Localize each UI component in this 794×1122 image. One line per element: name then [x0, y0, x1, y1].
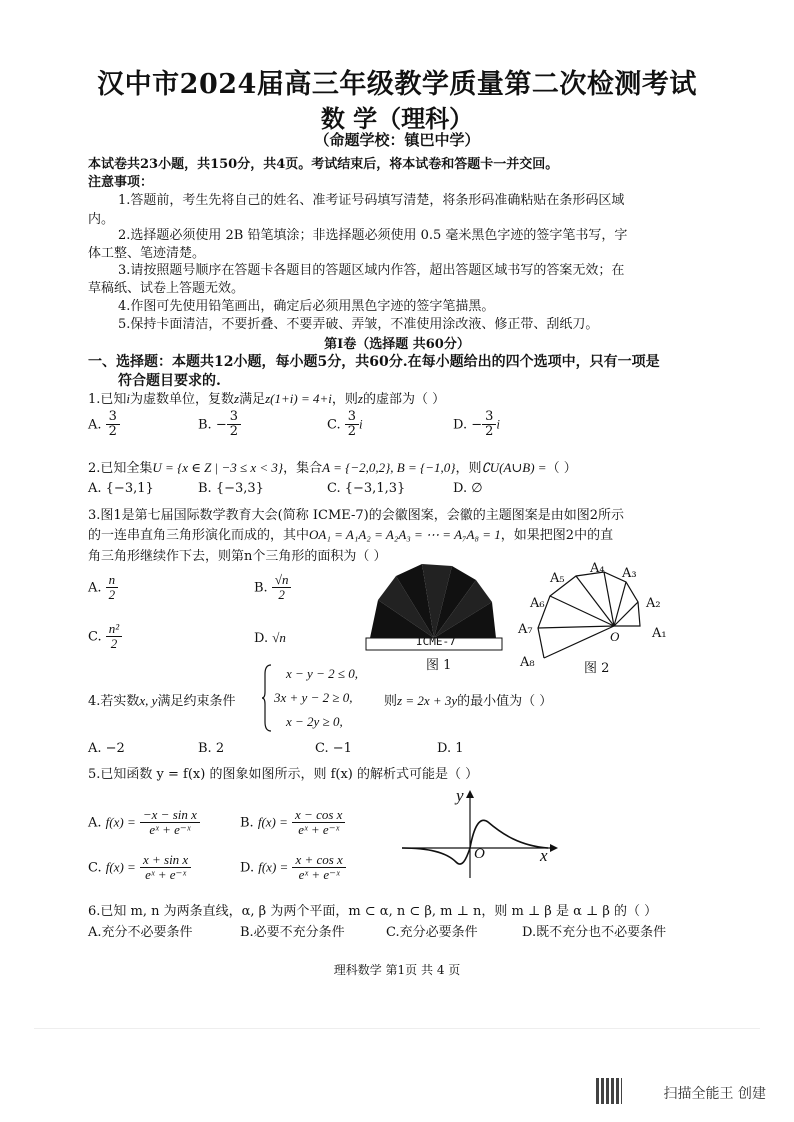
point-a6-label: A₆: [530, 596, 545, 611]
notice-label: 注意事项：: [88, 175, 154, 190]
q5-option-b: B. f(x) = $\frac{\text{x − cos x}}{\text{eˣ + e⁻ˣ}}$: [240, 808, 345, 838]
q2-option-b: B. {−3,3}: [198, 481, 264, 496]
qr-code-icon: [596, 1078, 622, 1104]
q4-option-d: D. 1: [437, 741, 464, 756]
y-axis-arrow: [466, 790, 474, 798]
q1-option-a: A. $\frac{3}{2}$: [88, 410, 120, 440]
point-a8-label: A₈: [520, 655, 535, 670]
q2-option-c: C. {−3,1,3}: [327, 481, 406, 496]
q5-option-d: D. f(x) = $\frac{\text{x + cos x}}{\text{eˣ + e⁻ˣ}}$: [240, 853, 346, 883]
q3-option-b: B. $\frac{√n}{2}$: [254, 573, 291, 603]
function-graph: [398, 786, 562, 882]
spoke-8: [544, 626, 614, 658]
constraint-brace: [262, 664, 272, 732]
note-line-3: 2.选择题必须使用 2B 铅笔填涂；非选择题必须使用 0.5 毫米黑色字迹的签字笔书写，字: [118, 228, 628, 243]
q5-option-a: A. f(x) = $\frac{\text{−x − sin x}}{\text{eˣ + e⁻ˣ}}$: [88, 808, 200, 838]
q1-option-b: B. − $\frac{3}{2}$: [198, 410, 241, 440]
icme7-label: ICME-7: [416, 635, 456, 648]
question-5-stem: 5.已知函数 y = f(x) 的图象如图所示，则 f(x) 的解析式可能是（ ）: [88, 767, 479, 782]
q1-option-c: C. $\frac{3}{2}$ i: [327, 409, 363, 440]
note-line-6: 草稿纸、试卷上答题无效。: [88, 281, 245, 296]
page-divider: [34, 1028, 760, 1029]
figure-2-caption: 图 2: [584, 661, 610, 676]
spoke-4: [604, 572, 614, 626]
point-a3-label: A₃: [622, 566, 637, 581]
question-4-stem-b: 则z = 2x + 3y的最小值为（ ）: [384, 693, 553, 709]
q3-option-c: C. $\frac{\text{n²}}{2}$: [88, 622, 122, 652]
q6-option-a: A.充分不必要条件: [88, 925, 193, 940]
q6-option-b: B.必要不充分条件: [240, 925, 345, 940]
question-6-stem: 6.已知 m, n 为两条直线，α, β 为两个平面，m ⊂ α, n ⊂ β, m ⊥ n，则 m ⊥ β 是 α ⊥ β 的（ ）: [88, 904, 658, 919]
scanner-watermark: 扫描全能王 创建: [663, 1086, 766, 1102]
question-3-line-1: 3.图1是第七届国际数学教育大会(简称 ICME-7)的会徽图案，会徽的主题图案是由如图2所示: [88, 508, 625, 523]
spoke-5: [576, 576, 614, 626]
q6-option-c: C.充分必要条件: [386, 925, 478, 940]
question-3-line-2: 的一连串直角三角形演化而成的，其中OA₁ = A₁A₂ = A₂A₃ = ⋯ = A₇A₈ = 1，如果把图2中的直: [88, 527, 614, 543]
y-axis-label: y: [456, 786, 464, 805]
volume-heading: 第Ⅰ卷（选择题 共60分）: [324, 337, 470, 352]
note-line-2: 内。: [88, 212, 115, 227]
note-line-7: 4.作图可先使用铅笔画出，确定后必须用黑色字迹的签字笔描黑。: [118, 299, 495, 314]
school-note: （命题学校：镇巴中学）: [314, 131, 480, 149]
figure-1-caption: 图 1: [426, 658, 452, 673]
point-o-label: O: [610, 629, 620, 644]
point-a5-label: A₅: [550, 571, 565, 586]
point-a7-label: A₇: [518, 622, 533, 637]
q4-option-b: B. 2: [198, 741, 225, 756]
point-a2-label: A₂: [646, 596, 661, 611]
q4-option-a: A. −2: [88, 741, 125, 756]
section-heading-2: 符合题目要求的.: [118, 373, 221, 389]
constraint-3: x − 2y ≥ 0,: [286, 714, 343, 729]
question-2-stem: 2.已知全集U = {x ∈ Z | −3 ≤ x < 3}，集合A = {−2,0,2}, B = {−1,0}，则∁U(A∪B) =（ ）: [88, 460, 577, 476]
exam-intro: 本试卷共23小题，共150分，共4页。考试结束后，将本试卷和答题卡一并交回。: [88, 157, 559, 172]
point-a4-label: A₄: [590, 561, 605, 576]
x-axis-label: x: [540, 846, 548, 865]
spoke-6: [550, 596, 614, 626]
q3-option-d: D. √n: [254, 630, 286, 646]
q3-option-a: A. $\frac{n}{2}$: [88, 573, 118, 603]
q6-option-d: D.既不充分也不必要条件: [522, 925, 667, 940]
question-1-stem: 1.已知i为虚数单位，复数z满足z(1+i) = 4+i，则z的虚部为（ ）: [88, 391, 446, 407]
note-line-5: 3.请按照题号顺序在答题卡各题目的答题区域内作答，超出答题区域书写的答案无效；在: [118, 263, 625, 278]
q1-option-d: D. − $\frac{3}{2}$ i: [453, 409, 501, 440]
page-footer: 理科数学 第1页 共 4 页: [333, 963, 461, 977]
q5-option-c: C. f(x) = $\frac{\text{x + sin x}}{\text{eˣ + e⁻ˣ}}$: [88, 853, 191, 883]
q4-option-c: C. −1: [315, 741, 352, 756]
spiral-triangles-figure: [512, 562, 672, 672]
note-line-4: 体工整、笔迹清楚。: [88, 246, 206, 261]
constraint-2: 3x + y − 2 ≥ 0,: [274, 690, 353, 705]
constraint-1: x − y − 2 ≤ 0,: [286, 666, 358, 681]
note-line-8: 5.保持卡面清洁，不要折叠、不要弄破、弄皱，不准使用涂改液、修正带、刮纸刀。: [118, 317, 599, 332]
spoke-7: [538, 626, 614, 628]
x-axis-arrow: [550, 844, 558, 852]
subject-title: 数 学（理科）: [320, 104, 474, 133]
question-3-line-3: 角三角形继续作下去，则第n个三角形的面积为（ ）: [88, 549, 387, 564]
section-heading-1: 一、选择题：本题共12小题，每小题5分，共60分.在每小题给出的四个选项中，只有一项是: [88, 354, 660, 370]
question-4-stem-a: 4.若实数x, y满足约束条件: [88, 693, 236, 709]
q2-option-d: D. ∅: [453, 481, 483, 496]
exam-title: 汉中市2024届高三年级教学质量第二次检测考试: [97, 69, 697, 100]
note-line-1: 1.答题前，考生先将自己的姓名、准考证号码填写清楚，将条形码准确粘贴在条形码区域: [118, 193, 625, 208]
origin-label: O: [474, 846, 485, 862]
point-a1-label: A₁: [652, 626, 667, 641]
q2-option-a: A. {−3,1}: [88, 481, 154, 496]
